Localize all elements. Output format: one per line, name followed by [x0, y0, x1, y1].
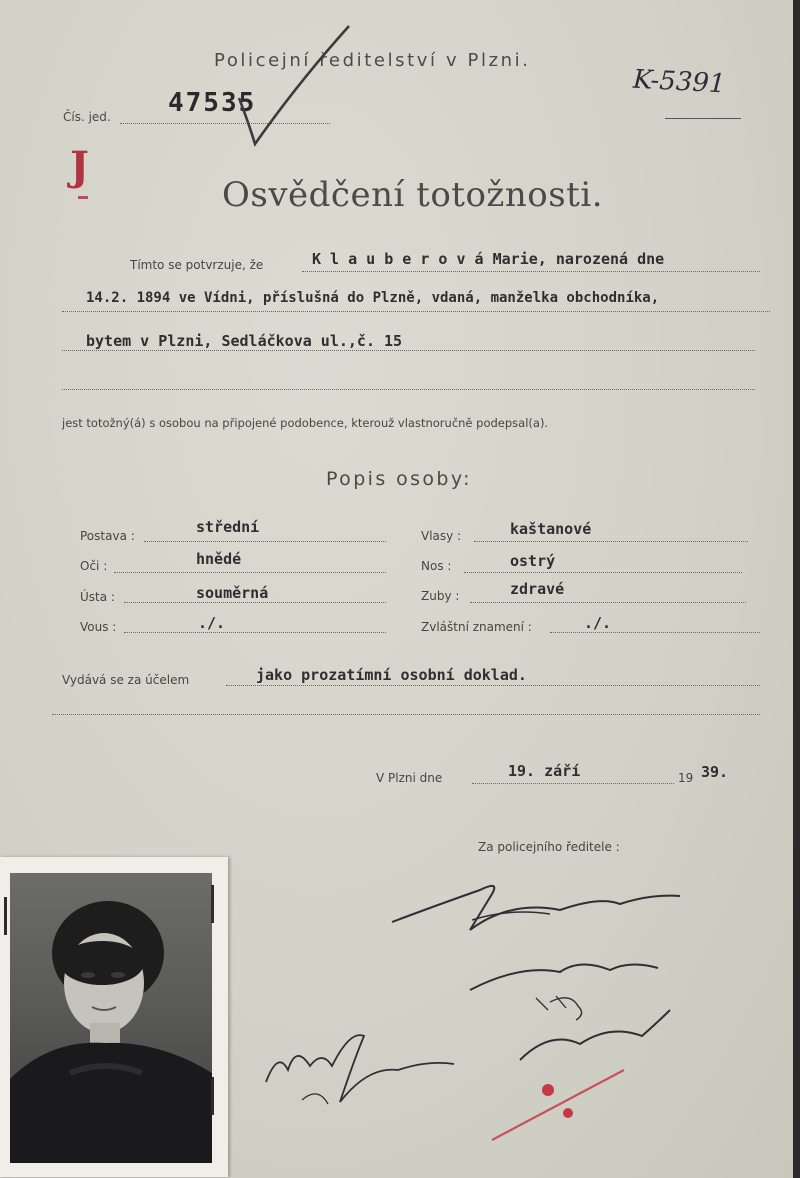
usta-dots — [124, 602, 386, 603]
zuby-value: zdravé — [510, 580, 565, 598]
vlasy-dots — [474, 541, 748, 542]
nos-dots — [464, 572, 742, 573]
vlasy-value: kaštanové — [510, 520, 592, 538]
date-value: 19. září — [508, 762, 581, 780]
cis-jed-number: 47535 — [168, 88, 257, 118]
line2-dots — [62, 311, 770, 312]
postava-dots — [144, 541, 386, 542]
line1-dots — [302, 271, 760, 272]
zvlastni-label: Zvláštní znamení : — [421, 620, 532, 634]
vous-dots — [124, 632, 386, 633]
zvlastni-value: ./. — [584, 614, 612, 632]
staple-icon — [211, 885, 214, 923]
cis-jed-label: Čís. jed. — [63, 110, 111, 124]
red-tick-icon — [78, 196, 88, 199]
staple-icon — [4, 897, 7, 935]
oci-label: Oči : — [80, 559, 108, 573]
line3-dots — [62, 350, 755, 351]
office-header: Policejní ředitelství v Plzni. — [214, 50, 531, 71]
oci-dots — [114, 572, 386, 573]
red-stroke-icon — [486, 1068, 636, 1148]
zuby-dots — [470, 602, 746, 603]
portrait-icon — [10, 873, 212, 1163]
place-label: V Plzni dne — [376, 771, 443, 785]
intro-label: Tímto se potvrzuje, že — [130, 258, 264, 272]
vous-label: Vous : — [80, 620, 117, 634]
portrait-image — [10, 873, 212, 1163]
year-prefix: 19 — [678, 771, 694, 785]
line2-value: 14.2. 1894 ve Vídni, příslušná do Plzně, vdaná, manželka obchodníka, — [86, 290, 660, 306]
line3-value: bytem v Plzni, Sedláčkova ul.,č. 15 — [86, 332, 403, 350]
attached-photograph — [0, 857, 228, 1177]
vlasy-label: Vlasy : — [421, 529, 462, 543]
description-heading: Popis osoby: — [326, 468, 472, 490]
zuby-label: Zuby : — [421, 589, 460, 603]
purpose-dots-2 — [52, 714, 760, 715]
j-mark-stamp: J — [70, 143, 89, 190]
oci-value: hnědé — [196, 550, 242, 568]
purpose-value: jako prozatímní osobní doklad. — [256, 666, 527, 684]
zvlastni-dots — [550, 632, 760, 633]
nos-value: ostrý — [510, 552, 556, 570]
staple-icon — [211, 1077, 214, 1115]
vous-value: ./. — [198, 614, 226, 632]
line4-dots — [62, 389, 755, 390]
ref-underline — [665, 118, 741, 119]
document-title: Osvědčení totožnosti. — [222, 175, 603, 215]
purpose-dots — [226, 685, 760, 686]
usta-value: souměrná — [196, 584, 269, 602]
closing-text: jest totožný(á) s osobou na připojené podobence, kterouž vlastnoručně podepsal(a). — [62, 416, 549, 430]
purpose-label: Vydává se za účelem — [62, 673, 190, 687]
usta-label: Ústa : — [80, 590, 115, 604]
holder-signature-icon — [258, 1020, 458, 1120]
line1-value: K l a u b e r o v á Marie, narozená dne — [312, 250, 665, 268]
year-suffix: 39. — [701, 763, 729, 781]
date-dots — [472, 783, 674, 784]
nos-label: Nos : — [421, 559, 452, 573]
postava-value: střední — [196, 518, 260, 536]
signature-label: Za policejního ředitele : — [478, 840, 620, 854]
checkmark-icon — [225, 20, 365, 160]
postava-label: Postava : — [80, 529, 135, 543]
reference-number: K-5391 — [632, 64, 727, 100]
